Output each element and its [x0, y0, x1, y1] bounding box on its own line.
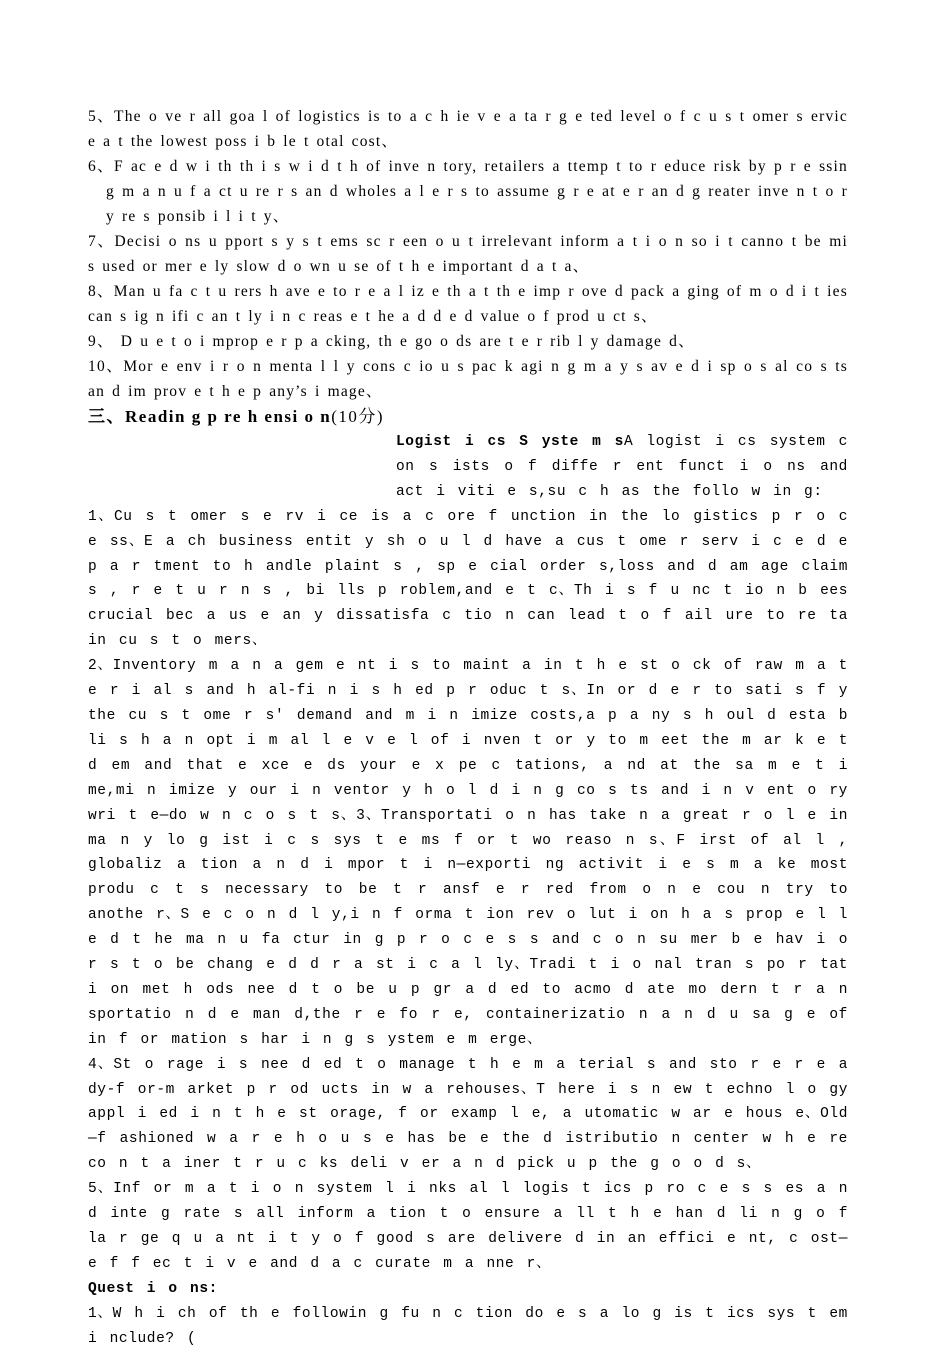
question-1: 1、W h i ch of th e followin g fu n c tion do e s a lo g is t ics sys t em i nclude? (: [88, 1305, 848, 1347]
passage-paragraph-5: 5、Inf or m a t i o n system l i nks al l logis t ics p ro c e s s es a n d inte g rate s all inform a tion t o ensure a ll t h e han d li n g o f la r ge q u a nt i t y o f good s are delivere d in an effici e nt, c ost—e f f ec t i v e and d a c curate m a nne r、: [88, 1181, 848, 1272]
passage-paragraph-1: 1、Cu s t omer s e rv i ce is a c ore f unction in the lo gistics p r o c e ss、E a ch business entit y sh o u l d have a cus t ome r serv i c e d e p a r tment to h andle plaint s , sp e cial order s,loss and d am age claim s , r e t u r n s , bi lls p roblem,and e t c、Th i s f u nc t io n b ees crucial bec a us e an y dissatisfa c tio n can lead t o f ail ure to re ta in cu s t o mers、: [88, 508, 848, 650]
section-heading-title: 三、Readin g p re h ensi o n: [88, 407, 332, 426]
section-heading: [88, 404, 848, 430]
translation-item-7: 7、Decisi o ns u pport s y s t ems sc r een o u t irrelevant inform a t i o n so i t canno t be mi s used or mer e ly slow d o wn u se of t h e important d a t a、: [88, 233, 848, 275]
translation-item-5: 5、The o ve r all goa l of logistics is to a c h ie v e a ta r g e ted level o f c u s t omer s ervic e a t the lowest poss i b le t otal cost、: [88, 108, 848, 150]
translation-item-9: 9、 D u e t o i mprop e r p a cking, th e go o ds are t e r rib l y damage d、: [88, 333, 695, 350]
questions-label: Quest i o ns:: [88, 1280, 218, 1297]
translation-item-6: 6、F ac e d w i th th i s w i d t h of inve n tory, retailers a ttemp t to r educe risk by p r e ssin g m a n u f a ct u re r s an d wholes a l e r s to assume g r e at e r an d g reater inve n t o r y re s ponsib i l i t y、: [88, 158, 848, 225]
passage-paragraph-2: 2、Inventory m a n a gem e nt i s to maint a in t h e st o ck of raw m a t e r i al s and h al-fi n i s h ed p r oduc t s、In or d e r to sati s f y the cu s t ome r s′ demand and m i n imize costs,a p a ny s h oul d esta b li s h a n opt i m al l e v e l of i nven t or y to m eet the m ar k e t d em and that e xce e ds your e x pe c tations, a nd at the sa m e t i me,mi n imize y our i n ventor y h o l d i n g co s ts and i n v ent o ry wri t e—do w n c o s t s、3、Transportati o n has take n a great r o l e in ma n y lo g ist i c s sys t e ms f or t wo reaso n s、F irst of al l , globaliz a tion a n d i mpor t i n—exporti ng activit i e s m a ke most produ c t s necessary to be t r ansf e r red from o n e cou n try to anothe r、S e c o n d l y,i n f orma t ion rev o lut i on h a s prop e l l e d t he ma n u fa ctur in g p r o c e s s and c o n su mer b e hav i o r s t o be chang e d d r a st i c a l ly、Tradi t i o nal tran s po r tat i on met h ods nee d t o be u p gr a d ed to acmo d ate mo dern t r a n sportatio n d e man d,the r e fo r e, containerizatio n a n d u sa g e of in f or mation s har i n g s ystem e m erge、: [88, 658, 848, 1048]
translation-item-10: 10、Mor e env i r o n menta l l y cons c io u s pac k agi n g m a y s av e d i sp o s al co s ts an d im prov e t h e p any’s i mage、: [88, 358, 848, 400]
passage-paragraph-4: 4、St o rage i s nee d ed t o manage t h e m a terial s and sto r e r e a dy-f or-m arket p r od ucts in w a rehouses、T here i s n ew t echno l o gy appl i ed i n t h e st orage, f or examp l e, a utomatic w ar e hous e、Old—f ashioned w a r e h o u s e has be e the d istributio n center w h e re co n t a iner t r u c ks deli v er a n d pick u p the g o o d s、: [88, 1056, 848, 1173]
translation-item-8: 8、Man u fa c t u rers h ave e to r e a l iz e th a t th e imp r ove d pack a ging of m o d i t ies can s ig n ifi c an t ly i n c reas e t he a d d e d value o f prod u ct s、: [88, 283, 848, 325]
passage-title-line: [88, 430, 848, 505]
passage-intro: A logist i cs system c on s ists o f diffe r ent funct i o ns and act i viti e s,su c h as the follo w in g:: [396, 434, 848, 500]
reading-passage: [88, 430, 848, 1352]
section-heading-score: (10分): [331, 407, 385, 426]
translation-items: [88, 104, 848, 404]
document-page: [88, 104, 848, 1352]
passage-title: Logist i cs S yste m s: [396, 434, 624, 450]
